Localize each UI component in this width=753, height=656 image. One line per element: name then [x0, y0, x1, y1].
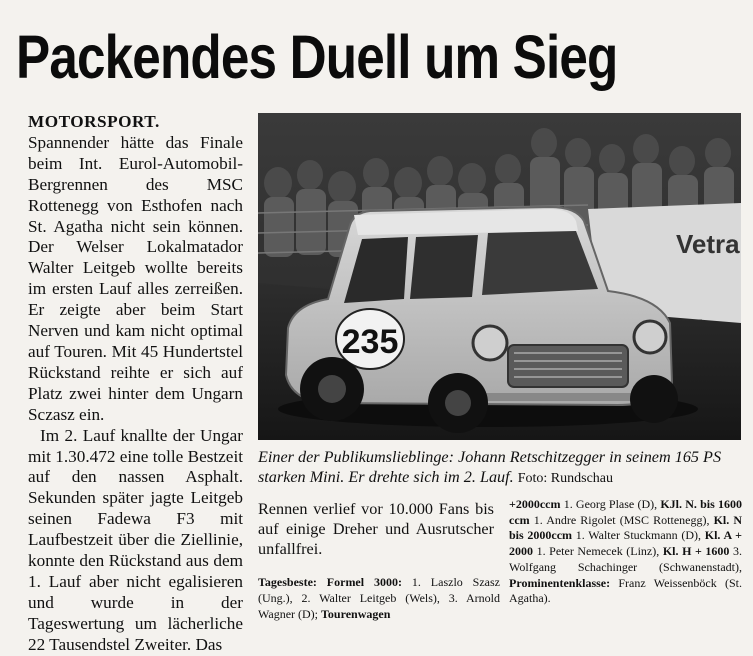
kl-a-text: 1. Peter Nemecek (Linz), — [536, 544, 660, 559]
headline: Packendes Duell um Sieg — [16, 23, 618, 91]
kl-a-label: Kl. A + 2000 — [509, 528, 743, 559]
day-best-text: 1. Laszlo Szasz (Ung.), 2. Walter Leitgeb (Wels), 3. Arnold Wagner (D); — [258, 575, 501, 621]
banner-text-1: Vetra — [676, 229, 740, 259]
touring-text: 1. Georg Plase (D), — [563, 497, 658, 511]
article-paragraph-3: Rennen verlief vor 10.000 Fans bis auf einige Dreher und Ausrutscher unfallfrei. — [258, 500, 494, 558]
kl-n-2000-text: 1. Walter Stuckmann (D), — [575, 528, 702, 543]
kl-n-2000-label: Kl. N bis 2000ccm — [509, 512, 743, 543]
car-number: 235 — [341, 323, 399, 361]
photo-caption — [258, 448, 743, 488]
article-paragraph-1 — [28, 112, 243, 426]
article-body-left — [28, 112, 243, 656]
kl-h-label: Kl. H + 1600 — [662, 544, 730, 559]
prominent-text: Franz Weissenböck (St. Agatha). — [509, 575, 742, 606]
results-block-2 — [509, 497, 742, 607]
results-block-1 — [258, 575, 500, 622]
paragraph-1-text: Spannender hätte das Finale beim Int. Eurol-Automobil-Bergrennen des MSC Rottenegg von Esthofen nach St. Agatha nicht sein können. Der Welser Lokalmatador Walter Leitgeb wollte bereits im ersten Lauf alles zerreißen. Er zeigte aber beim Start Nerven und kam nicht optimal auf Touren. Mit 45 Hundertstel Rückstand reihte er sich auf Platz zwei hinter dem Ungarn Sczasz ein. — [28, 132, 243, 424]
day-best-label: Tagesbeste: Formel 3000: — [258, 575, 402, 589]
mini-race-car-image — [258, 113, 741, 440]
article-paragraph-2: Im 2. Lauf knallte der Ungar mit 1.30.472 eine tolle Bestzeit auf den nassen Asphalt. Sekunden später jagte Leitgeb seinen Fadewa F3 mit Laufbestzeit über die Ziellinie, konnte den Rückstand aus dem 1. Lauf aber nicht egalisieren und wurde in der Tageswertung um lächerliche 22 Tausendstel Zweiter. Das — [28, 425, 243, 654]
prominent-label: Prominentenklasse: — [509, 575, 611, 590]
caption-text: Einer der Publikumslieblinge: Johann Retschitzegger in seinem 165 PS starken Mini. Er drehte sich im 2. Lauf. — [258, 448, 722, 486]
kl-n-1600-text: 1. Andre Rigolet (MSC Rottenegg), — [533, 512, 710, 527]
kl-h-text: 3. Wolfgang Schachinger (Schwanenstadt), — [509, 544, 742, 574]
article-body-middle — [258, 499, 494, 559]
kl-n-1600-label: KJl. N. bis 1600 ccm — [509, 497, 742, 527]
touring-class: +2000ccm — [509, 497, 561, 511]
kicker: MOTORSPORT. — [28, 112, 160, 131]
touring-label: Tourenwagen — [321, 606, 391, 621]
race-photo — [258, 113, 741, 440]
photo-credit: Foto: Rundschau — [517, 470, 614, 486]
